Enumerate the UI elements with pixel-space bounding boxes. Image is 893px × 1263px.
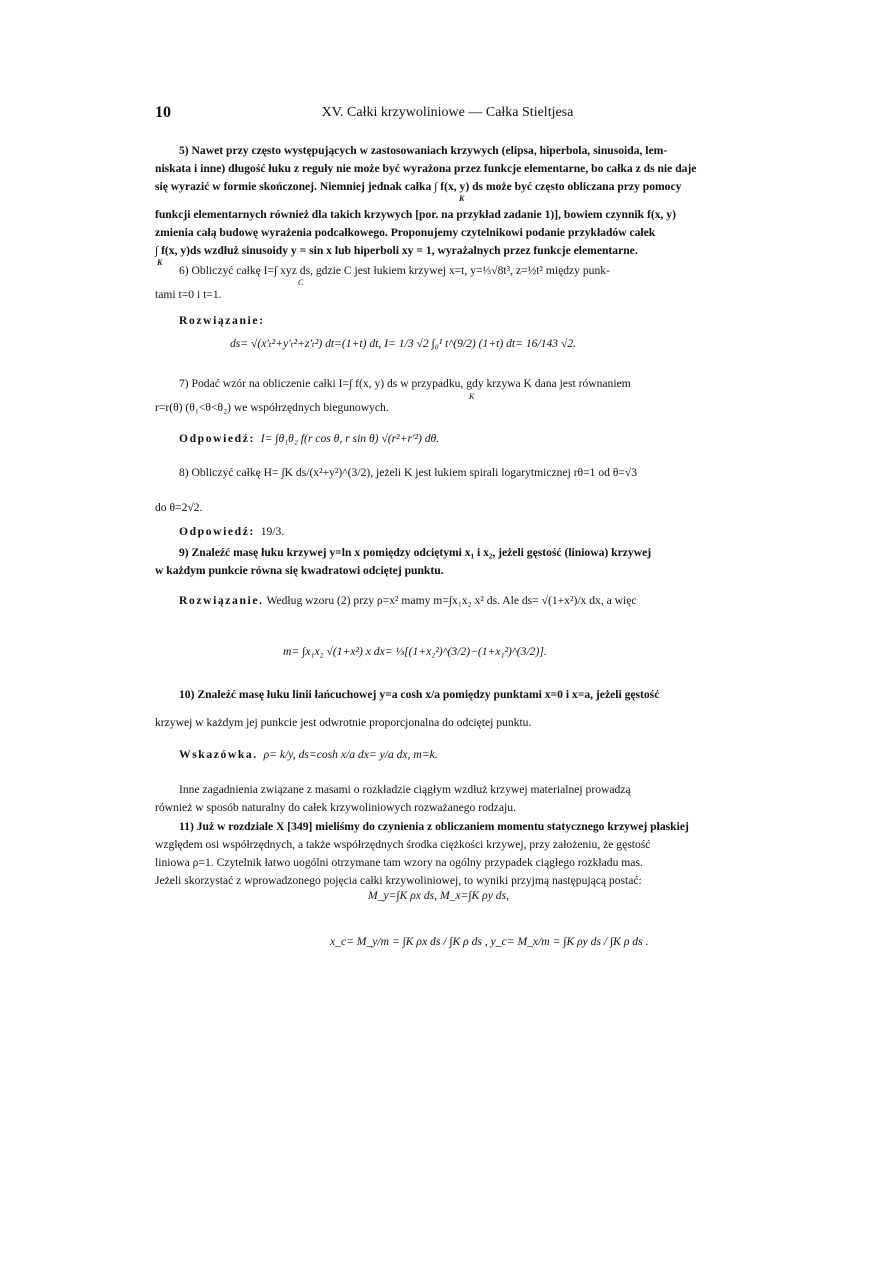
p5-line-3-sub: K [459,194,465,203]
p9-solution-label: Rozwiązanie. [179,594,264,607]
page-number: 10 [155,104,171,121]
p7-line-1: 7) Podać wzór na obliczenie całki I=∫ f(x, y) ds w przypadku, gdy krzywa K dana jest równaniem [179,377,631,390]
p10-hint-label: Wskazówka. [179,748,258,761]
p11-centroid-formula: x_c= M_y/m = ∫K ρx ds / ∫K ρ ds , y_c= M_x/m = ∫K ρy ds / ∫K ρ ds . [330,935,649,948]
p10-formula: ρ= k/y, ds=cosh x/a dx= y/a dx, m=k. [263,748,438,761]
problem-8 [155,464,740,482]
p7-answer-label: Odpowiedź: [179,432,255,445]
problem-8-cont [155,499,740,517]
p9-line-2: w każdym punkcie równa się kwadratowi odciętej punktu. [155,564,444,577]
p6-line-1-sub: C [298,278,304,287]
p8-line-1: 8) Obliczyć całkę H= ∫K ds/(x²+y²)^(3/2), jeżeli K jest łukiem spirali logarytmicznej rθ=1 od θ=√3 [179,466,638,479]
p9-line-3: Według wzoru (2) przy ρ=x² mamy m=∫x₁x₂ x² ds. Ale ds= √(1+x²)/x dx, a więc [266,594,637,607]
p5-line-6-sub: K [157,258,163,267]
p10-hint [155,746,740,764]
p7-line-1-sub: K [469,392,475,401]
p7-answer [155,430,740,448]
p5-line-5: zmienia całą budowę wyrażenia podcałkowego. Proponujemy czytelnikowi podanie przykładów całek [155,226,656,239]
p5-line-4: funkcji elementarnych również dla takich krzywych [por. na przykład zadanie 1)], bowiem czynnik f(x, y) [155,208,676,221]
problem-11 [155,818,740,890]
p5-line-6: ∫ f(x, y)ds wzdłuż sinusoidy y = sin x lub hiperboli xy = 1, wyrażalnych przez funkcje elementarne. [155,244,638,257]
problem-6 [155,262,740,304]
p5-line-1: 5) Nawet przy często występujących w zastosowaniach krzywych (elipsa, hiperbola, sinusoida, lem- [179,144,668,157]
p11-line-4: Jeżeli skorzystać z wprowadzonego pojęcia całki krzywoliniowej, to wyniki przyjmą następującą postać: [155,874,642,887]
p9-line-1: 9) Znaleźć masę łuku krzywej y=ln x pomiędzy odciętymi x₁ i x₂, jeżeli gęstość (liniowa) krzywej [179,546,652,559]
p11-line-2: względem osi współrzędnych, a także współrzędnych środka ciężkości krzywej, przy założeniu, że gęstość [155,838,651,851]
problem-9 [155,544,740,580]
p11-line-3: liniowa ρ=1. Czytelnik łatwo uogólni otrzymane tam wzory na ogólny przypadek ciągłego rozkładu mas. [155,856,643,869]
p6-formula: ds= √(x′ₜ²+y′ₜ²+z′ₜ²) dt=(1+t) dt, I= 1/3 √2 ∫₀¹ t^(9/2) (1+t) dt= 16/143 √2. [230,337,577,350]
p7-formula: I= ∫θ₁θ₂ f(r cos θ, r sin θ) √(r²+r′²) dθ. [260,432,440,445]
p6-solution [155,312,740,330]
problem-7 [155,375,740,417]
inne-line-2: również w sposób naturalny do całek krzywoliniowych rozważanego rodzaju. [155,801,516,814]
running-title: XV. Całki krzywoliniowe — Całka Stieltjesa [321,105,574,120]
p9-formula: m= ∫x₁x₂ √(1+x²) x dx= ⅓[(1+x₂²)^(3/2)−(1+x₁²)^(3/2)]. [283,645,547,658]
p10-line-1: 10) Znaleźć masę łuku linii łańcuchowej y=a cosh x/a pomiędzy punktami x=0 i x=a, jeżeli gęstość [179,688,660,701]
problem-5 [155,142,740,268]
inne-line-1: Inne zagadnienia związane z masami o rozkładzie ciągłym wzdłuż krzywej materialnej prowadzą [179,783,631,796]
p6-solution-label: Rozwiązanie: [179,314,265,327]
p6-line-2: tami t=0 i t=1. [155,288,222,301]
problem-10 [155,686,740,704]
p8-answer-value: 19/3. [260,525,285,538]
p10-line-2: krzywej w każdym jej punkcie jest odwrotnie proporcjonalna do odciętej punktu. [155,716,532,729]
paragraph-other-problems [155,781,740,817]
p5-line-3: się wyrazić w formie skończonej. Niemniej jednak całka ∫ f(x, y) ds może być często obliczana przy pomocy [155,180,682,193]
p11-moments-formula: M_y=∫K ρx ds, M_x=∫K ρy ds, [368,889,509,902]
p8-answer-label: Odpowiedź: [179,525,255,538]
problem-10-cont [155,714,740,732]
p6-line-1: 6) Obliczyć całkę I=∫ xyz ds, gdzie C jest łukiem krzywej x=t, y=⅓√8t³, z=½t² między punk- [179,264,610,277]
p5-line-2: niskata i inne) długość łuku z reguły nie może być wyrażona przez funkcje elementarne, bo całka z ds nie daje [155,162,697,175]
p8-answer [155,523,740,541]
p9-solution [155,592,740,610]
p8-line-2: do θ=2√2. [155,501,203,514]
page-header [155,104,740,124]
p11-line-1: 11) Już w rozdziale X [349] mieliśmy do czynienia z obliczaniem momentu statycznego krzywej płaskiej [179,820,689,833]
p7-line-2: r=r(θ) (θ₁<θ<θ₂) we współrzędnych biegunowych. [155,401,389,414]
